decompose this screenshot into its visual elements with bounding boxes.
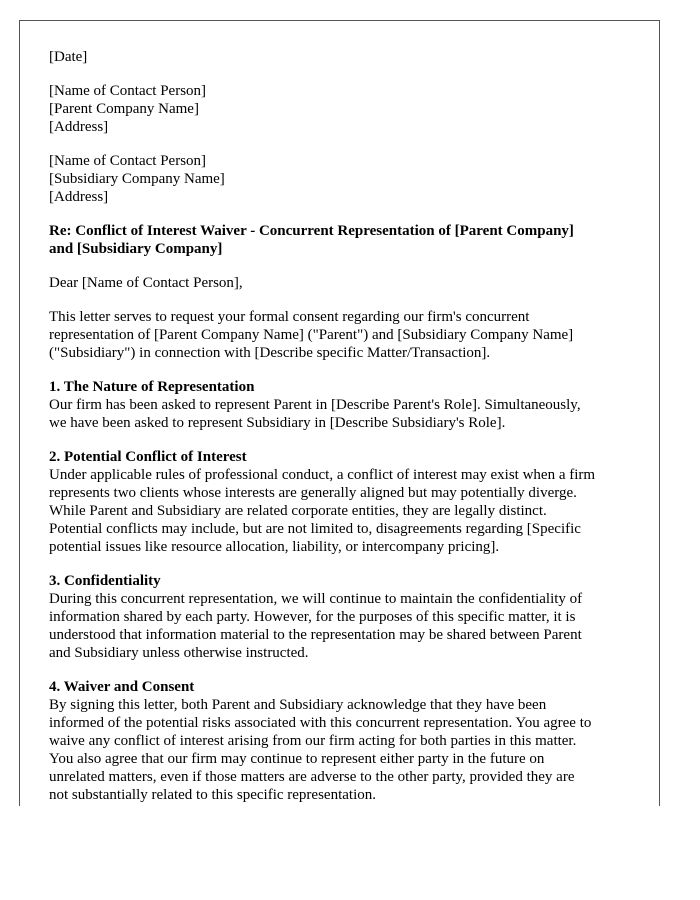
subject-line [49, 222, 639, 258]
section-line: Potential conflicts may include, but are not limited to, disagreements regarding [Specific [49, 521, 581, 537]
section-line: By signing this letter, both Parent and Subsidiary acknowledge that they have been [49, 697, 547, 713]
section-heading: 1. The Nature of Representation [49, 379, 255, 395]
subsidiary-company-name: [Subsidiary Company Name] [49, 171, 225, 187]
section-line: potential issues like resource allocation, liability, or intercompany pricing]. [49, 539, 500, 555]
section-line: represents two clients whose interests are generally aligned but may potentially diverge. [49, 485, 577, 501]
parent-address: [Address] [49, 119, 109, 135]
section-line: You also agree that our firm may continue to represent either party in the future on [49, 751, 545, 767]
section-nature-of-representation [49, 378, 639, 432]
section-line: Our firm has been asked to represent Parent in [Describe Parent's Role]. Simultaneously, [49, 397, 581, 413]
salutation: Dear [Name of Contact Person], [49, 275, 243, 291]
section-line: understood that information material to the representation may be shared between Parent [49, 627, 582, 643]
intro-line: ("Subsidiary") in connection with [Describe specific Matter/Transaction]. [49, 345, 491, 361]
section-heading: 3. Confidentiality [49, 573, 161, 589]
parent-company-name: [Parent Company Name] [49, 101, 199, 117]
section-line: During this concurrent representation, we will continue to maintain the confidentiality of [49, 591, 583, 607]
letter-date: [Date] [49, 49, 88, 65]
subject-line-1: Re: Conflict of Interest Waiver - Concurrent Representation of [Parent Company] [49, 223, 574, 239]
section-waiver-and-consent [49, 678, 639, 804]
subsidiary-contact-name: [Name of Contact Person] [49, 153, 207, 169]
section-potential-conflict [49, 448, 639, 556]
section-line: and Subsidiary unless otherwise instructed. [49, 645, 309, 661]
subsidiary-recipient-block [49, 152, 639, 206]
section-confidentiality [49, 572, 639, 662]
section-line: While Parent and Subsidiary are related corporate entities, they are legally distinct. [49, 503, 547, 519]
letter-page [19, 20, 660, 806]
intro-paragraph [49, 308, 639, 362]
intro-line: This letter serves to request your formal consent regarding our firm's concurrent [49, 309, 530, 325]
section-line: information shared by each party. However, for the purposes of this specific matter, it is [49, 609, 576, 625]
subject-line-2: and [Subsidiary Company] [49, 241, 223, 257]
section-line: unrelated matters, even if those matters are adverse to the other party, provided they are [49, 769, 575, 785]
section-line: Under applicable rules of professional conduct, a conflict of interest may exist when a firm [49, 467, 596, 483]
intro-line: representation of [Parent Company Name] ("Parent") and [Subsidiary Company Name] [49, 327, 574, 343]
section-line: not substantially related to this specific representation. [49, 787, 376, 803]
section-line: we have been asked to represent Subsidiary in [Describe Subsidiary's Role]. [49, 415, 506, 431]
parent-contact-name: [Name of Contact Person] [49, 83, 207, 99]
section-heading: 4. Waiver and Consent [49, 679, 195, 695]
subsidiary-address: [Address] [49, 189, 109, 205]
parent-recipient-block [49, 82, 639, 136]
section-line: waive any conflict of interest arising from our firm acting for both parties in this matter. [49, 733, 577, 749]
date-block [49, 48, 639, 66]
section-line: informed of the potential risks associated with this concurrent representation. You agree to [49, 715, 592, 731]
section-heading: 2. Potential Conflict of Interest [49, 449, 247, 465]
letter-body [49, 48, 639, 806]
